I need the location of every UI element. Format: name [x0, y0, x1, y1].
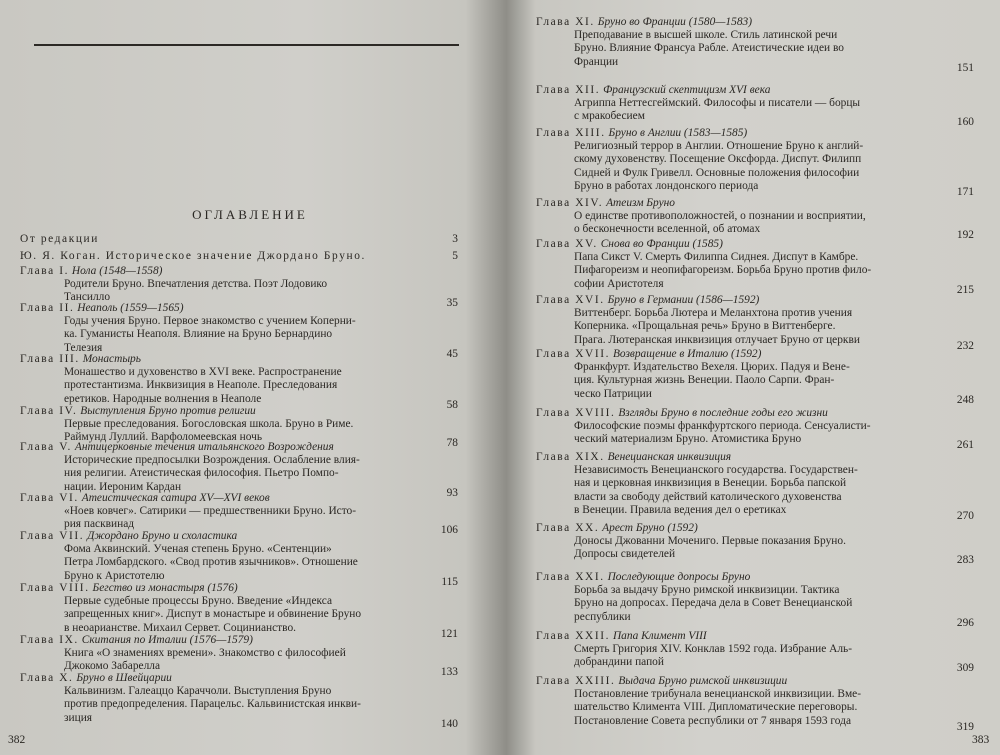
- entry-heading: [536, 630, 707, 643]
- chapter-title: Монастырь: [82, 353, 141, 365]
- toc-entry: [536, 84, 861, 123]
- summary-line: Папа Сикст V. Смерть Филиппа Сиднея. Диспут в Камбре.: [574, 251, 859, 263]
- entry-heading: [20, 302, 184, 315]
- chapter-label: Глава IV.: [20, 405, 78, 417]
- entry-heading: [20, 672, 172, 685]
- toc-entry: [536, 294, 860, 346]
- toc-entry: [20, 405, 354, 444]
- chapter-label: Глава VIII.: [20, 582, 90, 594]
- summary-line: добрандини папой: [574, 656, 664, 669]
- chapter-title: Взгляды Бруно в последние годы его жизни: [618, 407, 828, 419]
- page-number: 115: [441, 575, 458, 588]
- page-number: 270: [956, 509, 974, 522]
- page-number: 121: [440, 627, 458, 640]
- toc-entry: [20, 582, 362, 634]
- toc-entry: [20, 265, 328, 304]
- chapter-title: Бруно в Швейцарии: [76, 672, 172, 684]
- chapter-title: Возвращение в Италию (1592): [612, 348, 762, 360]
- summary-line: ная и церковная инквизиция в Венеции. Борьба папской: [574, 477, 847, 490]
- chapter-title: Выступления Бруно против религии: [80, 405, 256, 417]
- chapter-title: Нола (1548—1558): [71, 265, 163, 277]
- page-number: 215: [956, 283, 974, 296]
- summary-line: Постановление Совета республики от 7 января 1593 года: [574, 714, 852, 727]
- summary-line: Первые преследования. Богословская школа. Бруно в Риме.: [64, 418, 354, 430]
- entry-heading: [536, 571, 750, 584]
- chapter-title: Последующие допросы Бруно: [607, 571, 751, 583]
- summary-line: Кальвинизм. Галеаццо Караччоли. Выступления Бруно: [64, 685, 332, 697]
- page-number: 78: [446, 437, 458, 450]
- chapter-label: Глава XII.: [536, 84, 601, 96]
- toc-entry: [536, 127, 864, 192]
- page-number: 140: [440, 717, 458, 730]
- toc-entry: [20, 302, 356, 354]
- page-number: 58: [446, 398, 458, 411]
- summary-line: Допросы свидетелей: [574, 548, 676, 561]
- toc-entry: [20, 441, 360, 493]
- toc-entry: [20, 672, 361, 724]
- page-number: 171: [956, 185, 974, 198]
- chapter-summary: [574, 97, 946, 124]
- chapter-label: Глава XX.: [536, 522, 600, 534]
- entry-heading: [20, 582, 238, 595]
- chapter-title: Арест Бруно (1592): [602, 522, 698, 534]
- summary-line: Бруно на допросах. Передача дела в Совет Венецианской: [574, 597, 853, 610]
- summary-line: шательство Климента VIII. Дипломатические переговоры.: [574, 701, 858, 714]
- toc-entry: [20, 492, 357, 531]
- entry-heading: [536, 451, 731, 464]
- summary-line: скому духовенству. Посещение Оксфорда. Диспут. Филипп: [574, 153, 862, 166]
- summary-line: власти за свободу действий католического духовенства: [574, 490, 842, 503]
- page-number: 133: [440, 666, 458, 679]
- chapter-title: Выдача Бруно римской инквизиции: [618, 675, 788, 687]
- summary-line: Религиозный террор в Англии. Отношение Бруно к англий-: [574, 140, 864, 152]
- chapter-title: Снова во Франции (1585): [600, 238, 723, 250]
- top-rule: [34, 44, 459, 46]
- chapter-summary: [574, 361, 946, 401]
- summary-line: Книга «О знамениях времени». Знакомство с философией: [64, 647, 346, 659]
- toc-entry: [20, 634, 346, 673]
- entry-heading: [20, 405, 256, 418]
- chapter-summary: [574, 584, 946, 624]
- summary-line: Смерть Григория XIV. Конклав 1592 года. Избрание Аль-: [574, 643, 853, 655]
- page-number: 151: [956, 61, 974, 74]
- page-number: 283: [956, 554, 974, 567]
- summary-line: «Ноев ковчег». Сатирики — предшественники Бруно. Исто-: [64, 505, 357, 517]
- chapter-label: Глава XVI.: [536, 294, 605, 306]
- chapter-label: Глава XXIII.: [536, 675, 616, 687]
- summary-line: софии Аристотеля: [574, 277, 664, 290]
- entry-heading: [536, 675, 787, 688]
- summary-line: Агриппа Неттесгеймский. Философы и писатели — борцы: [574, 97, 861, 109]
- chapter-label: Глава XXII.: [536, 630, 611, 642]
- summary-line: Раймунд Луллий. Варфоломеевская ночь: [64, 431, 263, 444]
- summary-line: Тансилло: [64, 291, 111, 304]
- summary-line: Родители Бруно. Впечатления детства. Поэт Лодовико: [64, 278, 328, 290]
- summary-line: Борьба за выдачу Бруно римской инквизиции. Тактика: [574, 584, 840, 596]
- entry-heading: [536, 238, 723, 251]
- summary-line: Исторические предпосылки Возрождения. Ослабление влия-: [64, 454, 360, 466]
- entry-heading: [20, 492, 270, 505]
- summary-line: запрещенных книг». Диспут в монастыре и обвинение Бруно: [64, 608, 362, 621]
- chapter-summary: [574, 464, 946, 517]
- summary-line: Философские поэмы франкфуртского периода. Сенсуалисти-: [574, 420, 871, 432]
- summary-line: Первые судебные процессы Бруно. Введение «Индекса: [64, 595, 333, 607]
- summary-line: Бруно. Влияние Франсуа Рабле. Атеистические идеи во: [574, 42, 844, 55]
- page-number: 248: [956, 393, 974, 406]
- entry-heading: [536, 16, 752, 29]
- entry-heading: [20, 250, 366, 263]
- summary-line: зиция: [64, 711, 93, 724]
- chapter-label: Глава I.: [20, 265, 70, 277]
- chapter-label: Глава XXI.: [536, 571, 605, 583]
- chapter-summary: [574, 420, 946, 447]
- summary-line: против предопределения. Парацельс. Кальвинистская инкви-: [64, 698, 361, 711]
- summary-line: Монашество и духовенство в XVI веке. Распространение: [64, 366, 342, 378]
- right-page: [506, 0, 1000, 755]
- chapter-label: Ю. Я. Коган. Историческое значение Джордано Бруно.: [20, 250, 366, 262]
- summary-line: О единстве противоположностей, о познании и восприятии,: [574, 210, 866, 222]
- chapter-title: Бруно в Германии (1586—1592): [607, 294, 760, 306]
- summary-line: еретиков. Народные волнения в Неаполе: [64, 392, 262, 405]
- page-number: 35: [446, 297, 458, 310]
- toc-entry: [536, 16, 844, 68]
- summary-line: Телезия: [64, 341, 103, 354]
- page-folio-right: 383: [972, 734, 990, 746]
- chapter-summary: [64, 543, 424, 583]
- chapter-summary: [574, 210, 946, 237]
- page-number: 192: [956, 229, 974, 242]
- toc-entry: [536, 522, 846, 561]
- page-number: 45: [446, 347, 458, 360]
- chapter-label: Глава III.: [20, 353, 80, 365]
- chapter-label: Глава XVIII.: [536, 407, 616, 419]
- toc-entry: [20, 353, 342, 405]
- chapter-summary: [64, 595, 424, 635]
- chapter-summary: [64, 315, 424, 355]
- page-folio-left: 382: [8, 734, 26, 746]
- toc-entry: [536, 238, 872, 290]
- chapter-summary: [64, 454, 424, 494]
- chapter-title: Антицерковные течения итальянского Возрождения: [74, 441, 334, 453]
- toc-title: ОГЛАВЛЕНИЕ: [192, 207, 308, 222]
- chapter-summary: [574, 251, 946, 291]
- page-number: 309: [956, 662, 974, 675]
- toc-entry: [536, 407, 871, 446]
- entry-heading: [20, 353, 141, 366]
- page-number: 106: [440, 524, 458, 537]
- page-number: 160: [956, 116, 974, 129]
- chapter-summary: [64, 505, 424, 532]
- toc-entry: [536, 675, 862, 727]
- chapter-label: Глава VII.: [20, 530, 85, 542]
- chapter-title: Бруно во Франции (1580—1583): [597, 16, 752, 28]
- summary-line: Годы учения Бруно. Первое знакомство с учением Коперни-: [64, 315, 356, 327]
- page-number: 232: [956, 339, 974, 352]
- chapter-label: Глава XIII.: [536, 127, 606, 139]
- summary-line: Сидней и Фулк Гривелл. Основные положения философии: [574, 166, 860, 179]
- page-number: 261: [956, 439, 974, 452]
- summary-line: нации. Иероним Кардан: [64, 480, 182, 493]
- page-number: 319: [956, 720, 974, 733]
- toc-entry: [536, 197, 866, 236]
- entry-heading: [536, 127, 747, 140]
- summary-line: Виттенберг. Борьба Лютера и Меланхтона против учения: [574, 307, 853, 319]
- entry-heading: [536, 522, 698, 535]
- summary-line: Преподавание в высшей школе. Стиль латинской речи: [574, 29, 838, 41]
- summary-line: с мракобесием: [574, 110, 645, 123]
- chapter-label: Глава XV.: [536, 238, 598, 250]
- summary-line: ческий материализм Бруно. Атомистика Бруно: [574, 433, 802, 446]
- summary-line: ка. Гуманисты Неаполя. Влияние на Бруно Бернардино: [64, 328, 333, 341]
- chapter-title: Джордано Бруно и схоластика: [87, 530, 238, 542]
- chapter-title: Неаполь (1559—1565): [77, 302, 184, 314]
- chapter-label: Глава XIX.: [536, 451, 605, 463]
- toc-entry: [536, 630, 853, 669]
- summary-line: ция. Культурная жизнь Венеции. Паоло Сарпи. Фран-: [574, 374, 835, 387]
- chapter-label: Глава X.: [20, 672, 74, 684]
- chapter-title: Венецианская инквизиция: [607, 451, 732, 463]
- chapter-summary: [574, 535, 946, 562]
- entry-heading: [536, 197, 675, 210]
- summary-line: Прага. Лютеранская инквизиция отлучает Бруно от церкви: [574, 333, 860, 346]
- chapter-label: От редакции: [20, 233, 99, 245]
- toc-entry: [536, 451, 858, 516]
- toc-entry: [536, 571, 853, 623]
- toc-entry: [20, 250, 366, 263]
- chapter-title: Французский скептицизм XVI века: [603, 84, 771, 96]
- summary-line: Постановление трибунала венецианской инквизиции. Вме-: [574, 688, 862, 700]
- summary-line: Франции: [574, 55, 619, 68]
- chapter-label: Глава II.: [20, 302, 75, 314]
- entry-heading: [20, 233, 99, 246]
- entry-heading: [536, 348, 761, 361]
- summary-line: Фома Аквинский. Ученая степень Бруно. «Сентенции»: [64, 543, 332, 555]
- chapter-label: Глава XI.: [536, 16, 595, 28]
- chapter-summary: [64, 685, 424, 725]
- summary-line: Коперника. «Прощальная речь» Бруно в Виттенберге.: [574, 320, 836, 333]
- chapter-summary: [574, 140, 946, 193]
- chapter-summary: [574, 643, 946, 670]
- chapter-summary: [574, 688, 946, 728]
- entry-heading: [536, 294, 759, 307]
- summary-line: Петра Ломбардского. «Свод против язычников». Отношение: [64, 556, 358, 569]
- chapter-title: Бегство из монастыря (1576): [92, 582, 238, 594]
- summary-line: ния религии. Атеистическая философия. Пьетро Помпо-: [64, 467, 339, 480]
- chapter-title: Атеистическая сатира XV—XVI веков: [81, 492, 270, 504]
- chapter-label: Глава XIV.: [536, 197, 604, 209]
- entry-heading: [536, 84, 770, 97]
- chapter-summary: [574, 29, 946, 69]
- summary-line: Бруно к Аристотелю: [64, 569, 165, 582]
- chapter-summary: [574, 307, 946, 347]
- entry-heading: [20, 530, 237, 543]
- summary-line: Доносы Джованни Мочениго. Первые показания Бруно.: [574, 535, 846, 547]
- summary-line: Бруно в работах лондонского периода: [574, 179, 759, 192]
- summary-line: рия пасквинад: [64, 518, 135, 531]
- page-number: 296: [956, 616, 974, 629]
- summary-line: Франкфурт. Издательство Вехеля. Цюрих. Падуя и Вене-: [574, 361, 850, 373]
- summary-line: в неоарианстве. Михаил Сервет. Социнианство.: [64, 621, 296, 634]
- toc-entry: [536, 348, 850, 400]
- chapter-label: Глава VI.: [20, 492, 79, 504]
- chapter-summary: [64, 647, 424, 674]
- chapter-title: Скитания по Италии (1576—1579): [81, 634, 253, 646]
- summary-line: в Венеции. Правила ведения дел о еретиках: [574, 503, 787, 516]
- summary-line: республики: [574, 610, 631, 623]
- chapter-title: Папа Климент VIII: [612, 630, 707, 642]
- chapter-label: Глава V.: [20, 441, 73, 453]
- chapter-label: Глава XVII.: [536, 348, 611, 360]
- toc-entry: [20, 233, 99, 246]
- summary-line: Джокомо Забарелла: [64, 660, 161, 673]
- toc-entry: [20, 530, 358, 582]
- chapter-title: Бруно в Англии (1583—1585): [608, 127, 748, 139]
- summary-line: протестантизма. Инквизиция в Неаполе. Преследования: [64, 379, 338, 392]
- entry-heading: [536, 407, 828, 420]
- entry-heading: [20, 634, 253, 647]
- chapter-title: Атеизм Бруно: [606, 197, 675, 209]
- page-number: 93: [446, 486, 458, 499]
- summary-line: о бесконечности вселенной, об атомах: [574, 223, 761, 236]
- entry-heading: [20, 441, 334, 454]
- chapter-summary: [64, 278, 424, 305]
- summary-line: Независимость Венецианского государства. Государствен-: [574, 464, 858, 476]
- chapter-summary: [64, 366, 424, 406]
- chapter-label: Глава IX.: [20, 634, 79, 646]
- entry-heading: [20, 265, 162, 278]
- summary-line: ческо Патриции: [574, 387, 652, 400]
- summary-line: Пифагореизм и неопифагореизм. Борьба Бруно против фило-: [574, 264, 872, 277]
- page-number: 5: [452, 250, 458, 262]
- page-number: 3: [452, 233, 458, 245]
